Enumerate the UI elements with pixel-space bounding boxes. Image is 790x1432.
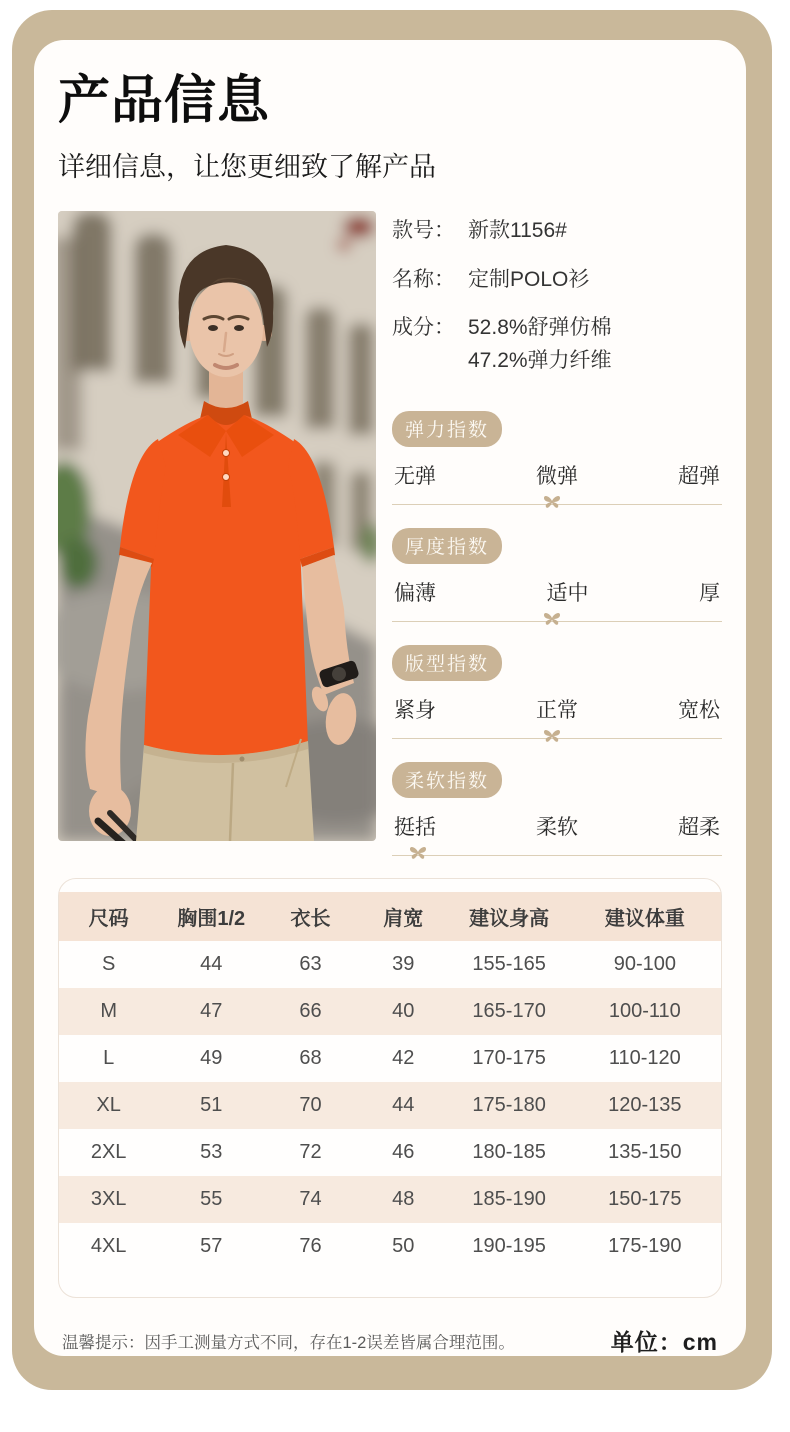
spec-row — [392, 264, 722, 297]
size-cell: 3XL — [90, 1188, 127, 1211]
index-divider — [392, 855, 722, 856]
size-cell: 50 — [392, 1235, 415, 1258]
size-cell: XL — [96, 1094, 121, 1117]
index-list — [392, 411, 722, 856]
size-cell: 70 — [299, 1094, 322, 1117]
index-option: 偏薄 — [394, 582, 436, 606]
index-option: 挺括 — [394, 816, 436, 840]
size-cell: 90-100 — [613, 953, 676, 976]
size-cell: 150-175 — [608, 1188, 682, 1211]
index-options — [394, 577, 720, 607]
size-cell: 110-120 — [608, 1047, 681, 1070]
size-cell: 190-195 — [472, 1235, 546, 1258]
butterfly-icon — [408, 845, 428, 862]
index-divider — [392, 621, 722, 622]
product-section — [58, 211, 722, 856]
index-option: 厚 — [699, 582, 720, 606]
size-row — [59, 1129, 721, 1176]
size-cell: 100-110 — [608, 1000, 681, 1023]
index-option: 超柔 — [678, 816, 720, 840]
size-cell: 175-180 — [472, 1094, 546, 1117]
size-cell: 4XL — [90, 1235, 127, 1258]
size-chart — [58, 878, 722, 1298]
spec-value: 52.8%舒弹仿棉 47.2%弹力纤维 — [468, 316, 612, 372]
measurement-note: 温馨提示：因手工测量方式不同，存在1-2误差皆属合理范围。 — [62, 1333, 515, 1352]
unit-label: 单位：cm — [610, 1329, 718, 1356]
index-option: 超弹 — [678, 465, 720, 489]
index-badge: 版型指数 — [392, 645, 502, 681]
size-cell: 155-165 — [472, 953, 546, 976]
size-cell: 68 — [299, 1047, 322, 1070]
size-row — [59, 1176, 721, 1223]
card — [34, 40, 746, 1356]
size-cell: M — [100, 1000, 117, 1023]
tan-frame — [12, 10, 772, 1390]
size-cell: 185-190 — [472, 1188, 546, 1211]
size-cell: 55 — [200, 1188, 223, 1211]
spec-value: 新款1156# — [468, 219, 567, 243]
size-cell: 44 — [200, 953, 223, 976]
butterfly-icon — [542, 494, 562, 511]
size-cell: 74 — [299, 1188, 322, 1211]
product-photo — [58, 211, 376, 841]
size-cell: 53 — [200, 1141, 223, 1164]
spec-value: 定制POLO衫 — [468, 267, 590, 291]
size-cell: 63 — [299, 953, 322, 976]
column-header: 胸围1/2 — [158, 892, 264, 941]
index-options — [394, 460, 720, 490]
index-options — [394, 694, 720, 724]
column-header: 尺码 — [59, 892, 158, 941]
size-cell: 49 — [200, 1047, 223, 1070]
index-options — [394, 811, 720, 841]
index-option: 正常 — [536, 699, 578, 723]
index-divider — [392, 504, 722, 505]
size-row — [59, 988, 721, 1035]
size-cell: 120-135 — [608, 1094, 682, 1117]
product-info — [376, 211, 722, 856]
size-cell: 40 — [392, 1000, 415, 1023]
index-option: 紧身 — [394, 699, 436, 723]
size-cell: 175-190 — [608, 1235, 682, 1258]
table-header-row — [59, 892, 721, 941]
column-header: 建议身高 — [450, 892, 569, 941]
spec-label: 成分： — [392, 316, 455, 340]
index-section — [392, 411, 722, 505]
size-cell: 51 — [200, 1094, 223, 1117]
index-option: 柔软 — [536, 816, 578, 840]
butterfly-icon — [542, 728, 562, 745]
size-cell: 2XL — [90, 1141, 127, 1164]
spec-list — [392, 215, 722, 377]
footnote — [58, 1324, 722, 1357]
index-option: 适中 — [546, 582, 589, 606]
size-cell: 66 — [299, 1000, 322, 1023]
index-option: 无弹 — [394, 465, 436, 489]
size-cell: 165-170 — [472, 1000, 546, 1023]
size-cell: 42 — [392, 1047, 415, 1070]
size-cell: 48 — [392, 1188, 415, 1211]
column-header: 建议体重 — [569, 892, 721, 941]
spec-row — [392, 312, 722, 377]
size-cell: 72 — [299, 1141, 322, 1164]
size-cell: S — [101, 953, 116, 976]
size-cell: 76 — [299, 1235, 322, 1258]
size-cell: 135-150 — [608, 1141, 682, 1164]
size-cell: 39 — [392, 953, 415, 976]
index-badge: 厚度指数 — [392, 528, 502, 564]
size-cell: 47 — [200, 1000, 223, 1023]
index-badge: 弹力指数 — [392, 411, 502, 447]
size-cell: 180-185 — [472, 1141, 546, 1164]
index-badge: 柔软指数 — [392, 762, 502, 798]
index-option: 微弹 — [536, 465, 578, 489]
index-option: 宽松 — [678, 699, 720, 723]
size-row — [59, 1223, 721, 1270]
spec-label: 款号： — [392, 219, 455, 243]
page-title: 产品信息 — [58, 72, 271, 130]
spec-row — [392, 215, 722, 248]
butterfly-icon — [542, 611, 562, 628]
index-section — [392, 762, 722, 856]
column-header: 衣长 — [264, 892, 357, 941]
size-cell: 170-175 — [472, 1047, 546, 1070]
index-divider — [392, 738, 722, 739]
size-chart-table — [59, 892, 721, 1270]
spec-label: 名称： — [392, 267, 455, 291]
size-row — [59, 941, 721, 988]
index-section — [392, 645, 722, 739]
index-section — [392, 528, 722, 622]
page-subtitle: 详细信息，让您更细致了解产品 — [58, 152, 436, 183]
size-cell: 46 — [392, 1141, 415, 1164]
size-cell: 57 — [200, 1235, 223, 1258]
size-row — [59, 1035, 721, 1082]
size-cell: L — [103, 1047, 115, 1070]
model-photo-illustration — [58, 211, 376, 841]
column-header: 肩宽 — [357, 892, 450, 941]
size-row — [59, 1082, 721, 1129]
size-cell: 44 — [392, 1094, 415, 1117]
